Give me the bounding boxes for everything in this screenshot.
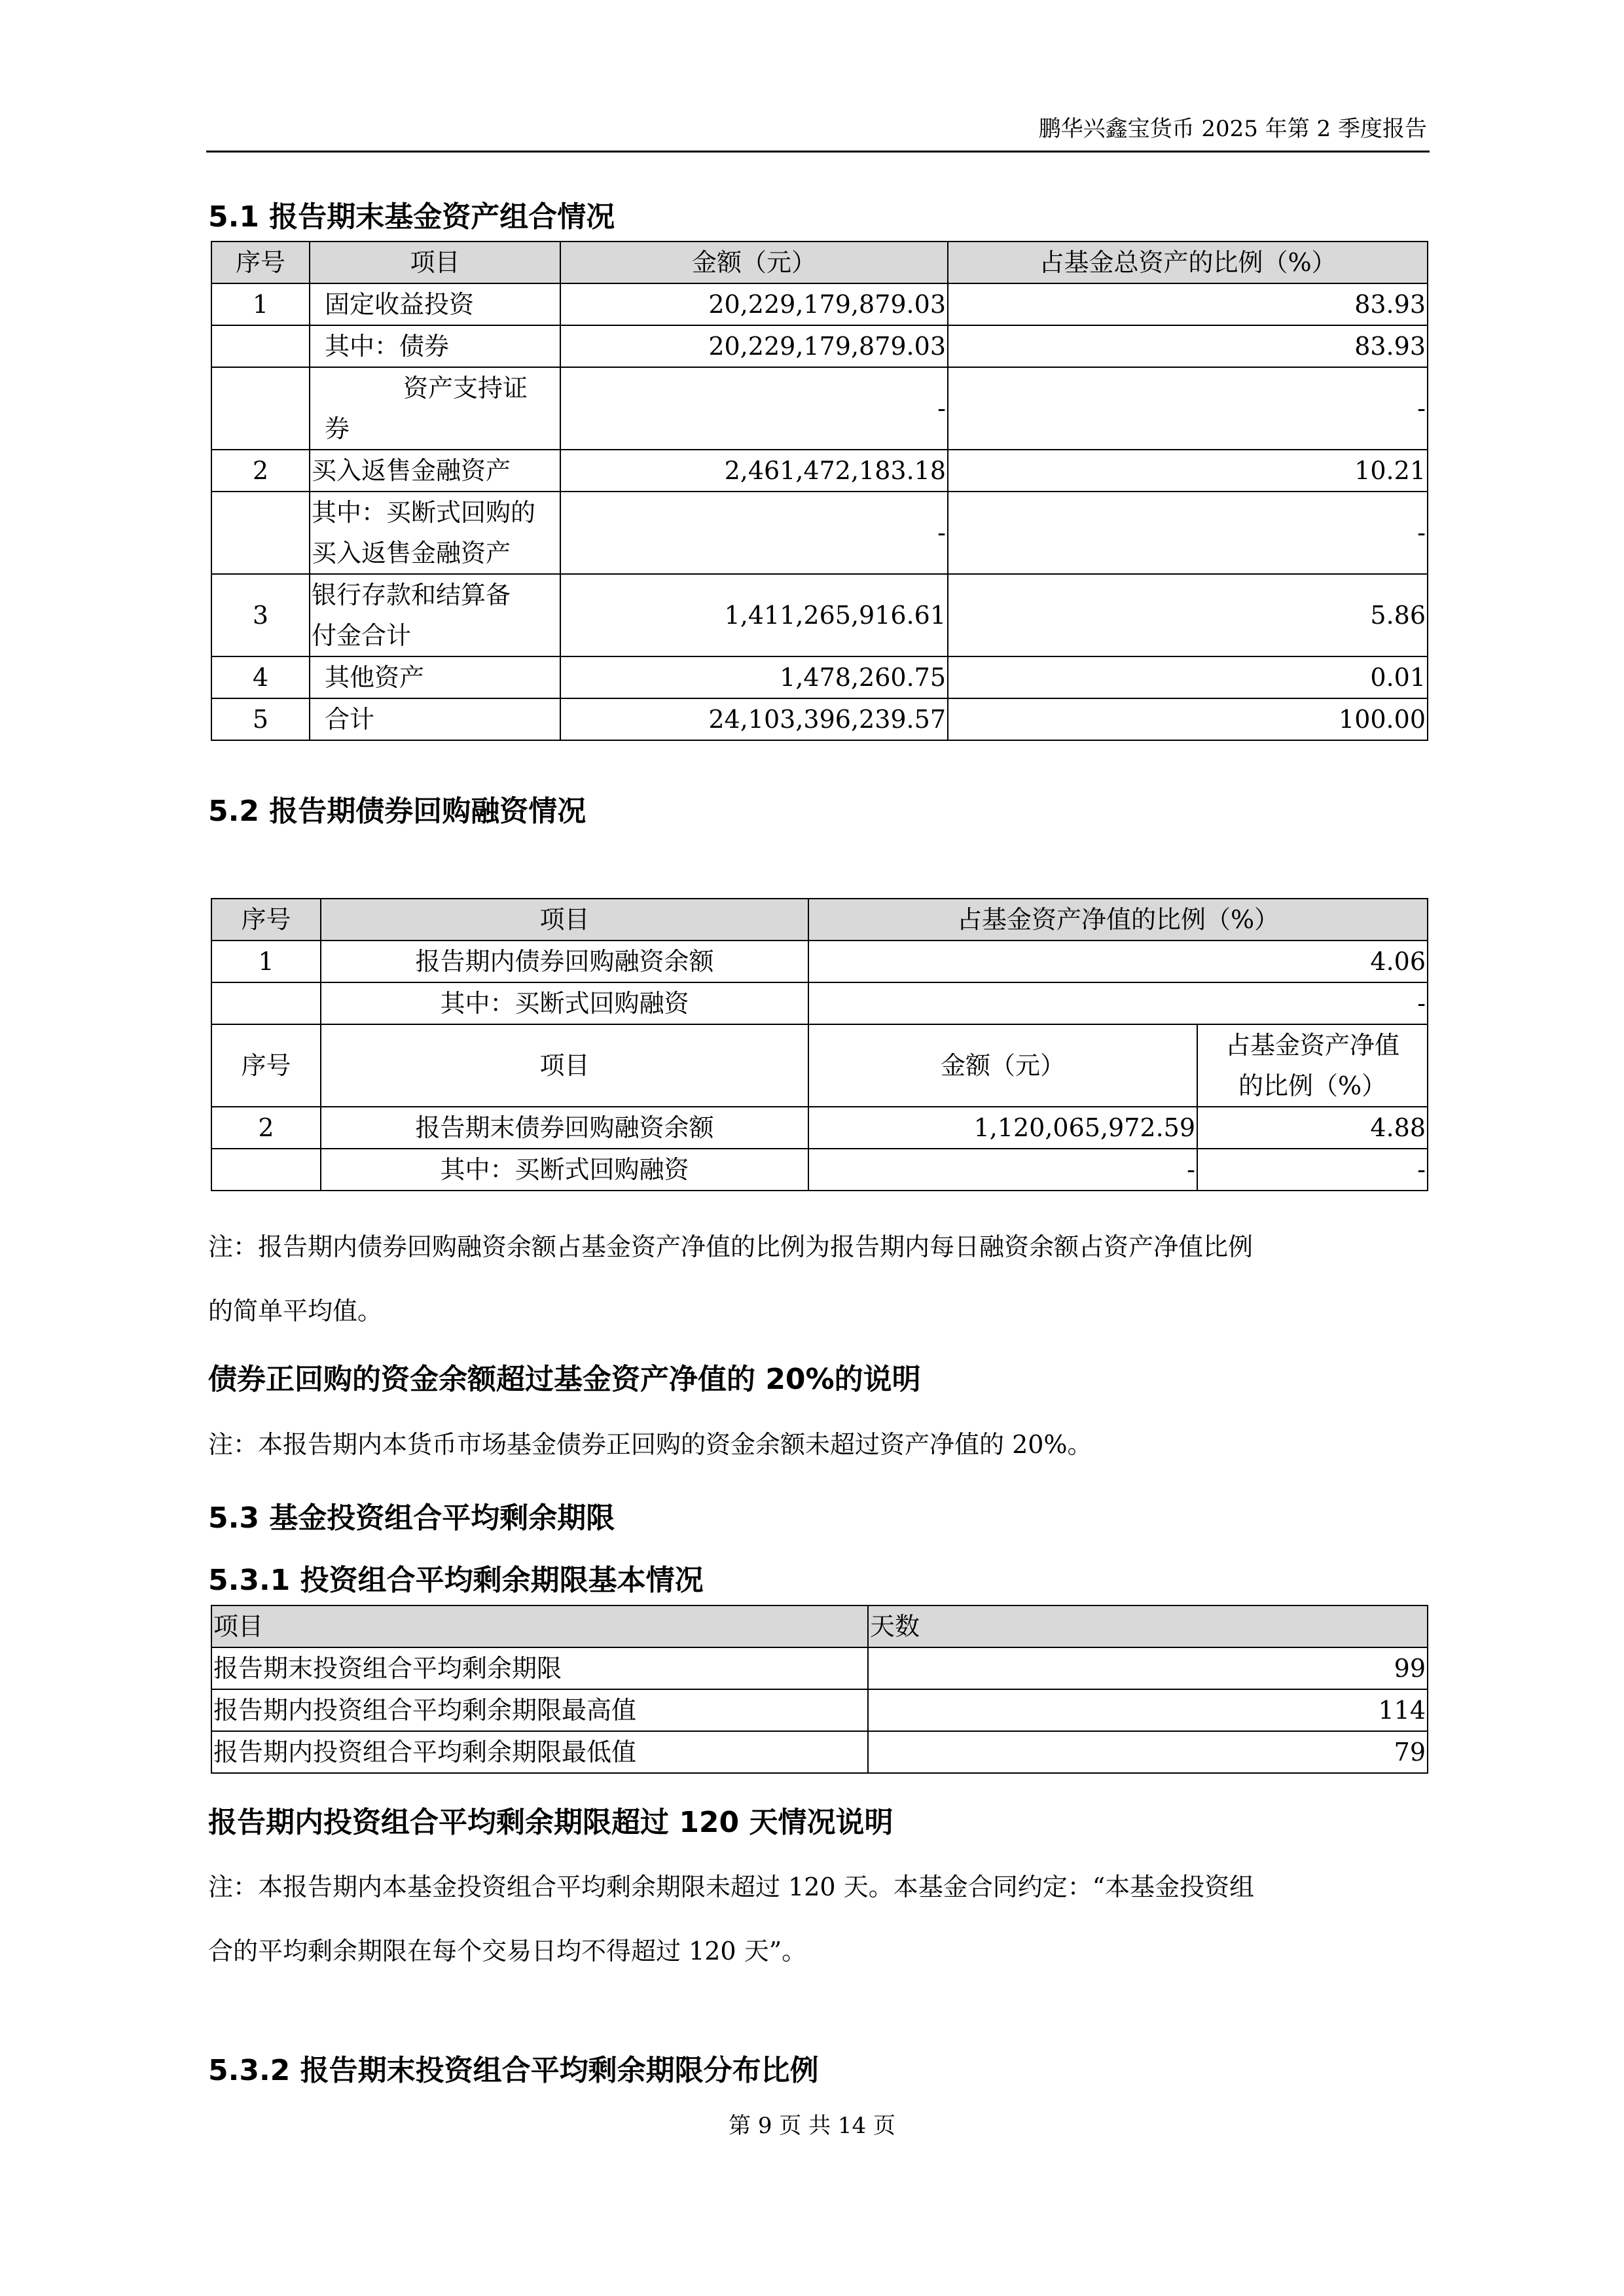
cell-item: 其中：买断式回购融资 [321, 1149, 808, 1191]
repo-financing-table [211, 898, 1428, 1191]
cell-no [211, 367, 310, 450]
table-row [211, 283, 1428, 325]
table-header-row [211, 1605, 1428, 1647]
cell-amount: 24,103,396,239.57 [560, 698, 948, 740]
cell-item-line1: 其中：买断式回购的 [312, 498, 536, 527]
subheader-ratio [1197, 1024, 1428, 1107]
table-row [211, 1647, 1428, 1689]
cell-no [211, 492, 310, 574]
table-row [211, 1149, 1428, 1191]
cell-days: 114 [868, 1689, 1428, 1731]
cell-item: 报告期内债券回购融资余额 [321, 941, 808, 982]
cell-item-line2: 付金合计 [312, 621, 412, 650]
cell-item: 报告期内投资组合平均剩余期限最高值 [211, 1689, 868, 1731]
table-row [211, 1731, 1428, 1773]
col-header-amount: 金额（元） [560, 242, 948, 283]
col-header-ratio: 占基金资产净值的比例（%） [808, 899, 1428, 941]
cell-amount: - [560, 492, 948, 574]
section-5-3-heading: 5.3 基金投资组合平均剩余期限 [208, 1501, 615, 1535]
cell-days: 79 [868, 1731, 1428, 1773]
cell-ratio: 5.86 [948, 574, 1428, 656]
over-120-note-line2: 合的平均剩余期限在每个交易日均不得超过 120 天”。 [208, 1937, 807, 1965]
cell-item: 固定收益投资 [310, 283, 560, 325]
cell-item [310, 574, 560, 656]
subheader-item: 项目 [321, 1024, 808, 1107]
section-5-1-heading: 5.1 报告期末基金资产组合情况 [208, 200, 615, 234]
table-row [211, 1689, 1428, 1731]
cell-no: 4 [211, 656, 310, 698]
cell-item: 其他资产 [310, 656, 560, 698]
cell-amount: 2,461,472,183.18 [560, 450, 948, 492]
col-header-item: 项目 [211, 1605, 868, 1647]
cell-ratio: 0.01 [948, 656, 1428, 698]
repo-over-20-note: 注：本报告期内本货币市场基金债券正回购的资金余额未超过资产净值的 20%。 [208, 1430, 1092, 1459]
cell-ratio: 100.00 [948, 698, 1428, 740]
table-row [211, 1107, 1428, 1149]
table-header-row [211, 242, 1428, 283]
cell-item: 报告期末债券回购融资余额 [321, 1107, 808, 1149]
table-header-row [211, 899, 1428, 941]
cell-no: 3 [211, 574, 310, 656]
cell-no [211, 1149, 321, 1191]
cell-no [211, 982, 321, 1024]
col-header-no: 序号 [211, 242, 310, 283]
cell-ratio: 4.06 [808, 941, 1428, 982]
over-120-heading: 报告期内投资组合平均剩余期限超过 120 天情况说明 [208, 1806, 893, 1839]
cell-item: 报告期内投资组合平均剩余期限最低值 [211, 1731, 868, 1773]
cell-item: 报告期末投资组合平均剩余期限 [211, 1647, 868, 1689]
cell-amount: 20,229,179,879.03 [560, 283, 948, 325]
table-row [211, 492, 1428, 574]
cell-ratio: 4.88 [1197, 1107, 1428, 1149]
over-120-note-line1: 注：本报告期内本基金投资组合平均剩余期限未超过 120 天。本基金合同约定：“本基金投资组 [208, 1873, 1255, 1901]
cell-no: 5 [211, 698, 310, 740]
subheader-ratio-line2: 的比例（%） [1238, 1071, 1387, 1100]
repo-over-20-heading: 债券正回购的资金余额超过基金资产净值的 20%的说明 [208, 1363, 921, 1396]
cell-item [310, 492, 560, 574]
cell-amount: 1,120,065,972.59 [808, 1107, 1197, 1149]
cell-amount: 1,411,265,916.61 [560, 574, 948, 656]
cell-item: 买入返售金融资产 [310, 450, 560, 492]
cell-amount: 20,229,179,879.03 [560, 325, 948, 367]
cell-ratio: - [948, 492, 1428, 574]
asset-portfolio-table [211, 241, 1428, 741]
col-header-ratio: 占基金总资产的比例（%） [948, 242, 1428, 283]
page-footer: 第 9 页 共 14 页 [729, 2113, 895, 2139]
cell-ratio: 83.93 [948, 325, 1428, 367]
subheader-no: 序号 [211, 1024, 321, 1107]
cell-item: 其中：债券 [310, 325, 560, 367]
section-5-3-1-heading: 5.3.1 投资组合平均剩余期限基本情况 [208, 1564, 704, 1597]
subheader-ratio-line1: 占基金资产净值 [1225, 1031, 1400, 1060]
table-row [211, 982, 1428, 1024]
table-row [211, 698, 1428, 740]
table-row [211, 325, 1428, 367]
subheader-amount: 金额（元） [808, 1024, 1197, 1107]
table-subheader-row [211, 1024, 1428, 1107]
cell-item: 其中：买断式回购融资 [321, 982, 808, 1024]
table-row [211, 450, 1428, 492]
cell-no [211, 325, 310, 367]
cell-ratio: 10.21 [948, 450, 1428, 492]
cell-no: 1 [211, 941, 321, 982]
table-row [211, 941, 1428, 982]
col-header-no: 序号 [211, 899, 321, 941]
table-row [211, 367, 1428, 450]
section-5-3-2-heading: 5.3.2 报告期末投资组合平均剩余期限分布比例 [208, 2054, 819, 2087]
cell-item-line2: 买入返售金融资产 [312, 539, 511, 567]
cell-item-line1: 银行存款和结算备 [312, 581, 511, 609]
cell-item-line1: 资产支持证 [403, 374, 528, 403]
cell-ratio: - [1197, 1149, 1428, 1191]
cell-no: 1 [211, 283, 310, 325]
col-header-item: 项目 [310, 242, 560, 283]
col-header-item: 项目 [321, 899, 808, 941]
section-5-2-heading: 5.2 报告期债券回购融资情况 [208, 795, 586, 828]
cell-days: 99 [868, 1647, 1428, 1689]
cell-item-line2: 券 [325, 414, 350, 443]
page-header [206, 113, 1430, 152]
cell-amount: - [808, 1149, 1197, 1191]
cell-no: 2 [211, 1107, 321, 1149]
col-header-days: 天数 [868, 1605, 1428, 1647]
repo-note-line2: 的简单平均值。 [208, 1297, 383, 1325]
cell-ratio: 83.93 [948, 283, 1428, 325]
header-title: 鹏华兴鑫宝货币 2025 年第 2 季度报告 [1038, 116, 1427, 142]
repo-note-line1: 注：报告期内债券回购融资余额占基金资产净值的比例为报告期内每日融资余额占资产净值比例 [208, 1232, 1254, 1261]
avg-maturity-table [211, 1605, 1428, 1774]
cell-item [310, 367, 560, 450]
cell-ratio: - [808, 982, 1428, 1024]
cell-amount: 1,478,260.75 [560, 656, 948, 698]
cell-ratio: - [948, 367, 1428, 450]
cell-amount: - [560, 367, 948, 450]
table-row [211, 574, 1428, 656]
cell-item: 合计 [310, 698, 560, 740]
table-row [211, 656, 1428, 698]
cell-no: 2 [211, 450, 310, 492]
